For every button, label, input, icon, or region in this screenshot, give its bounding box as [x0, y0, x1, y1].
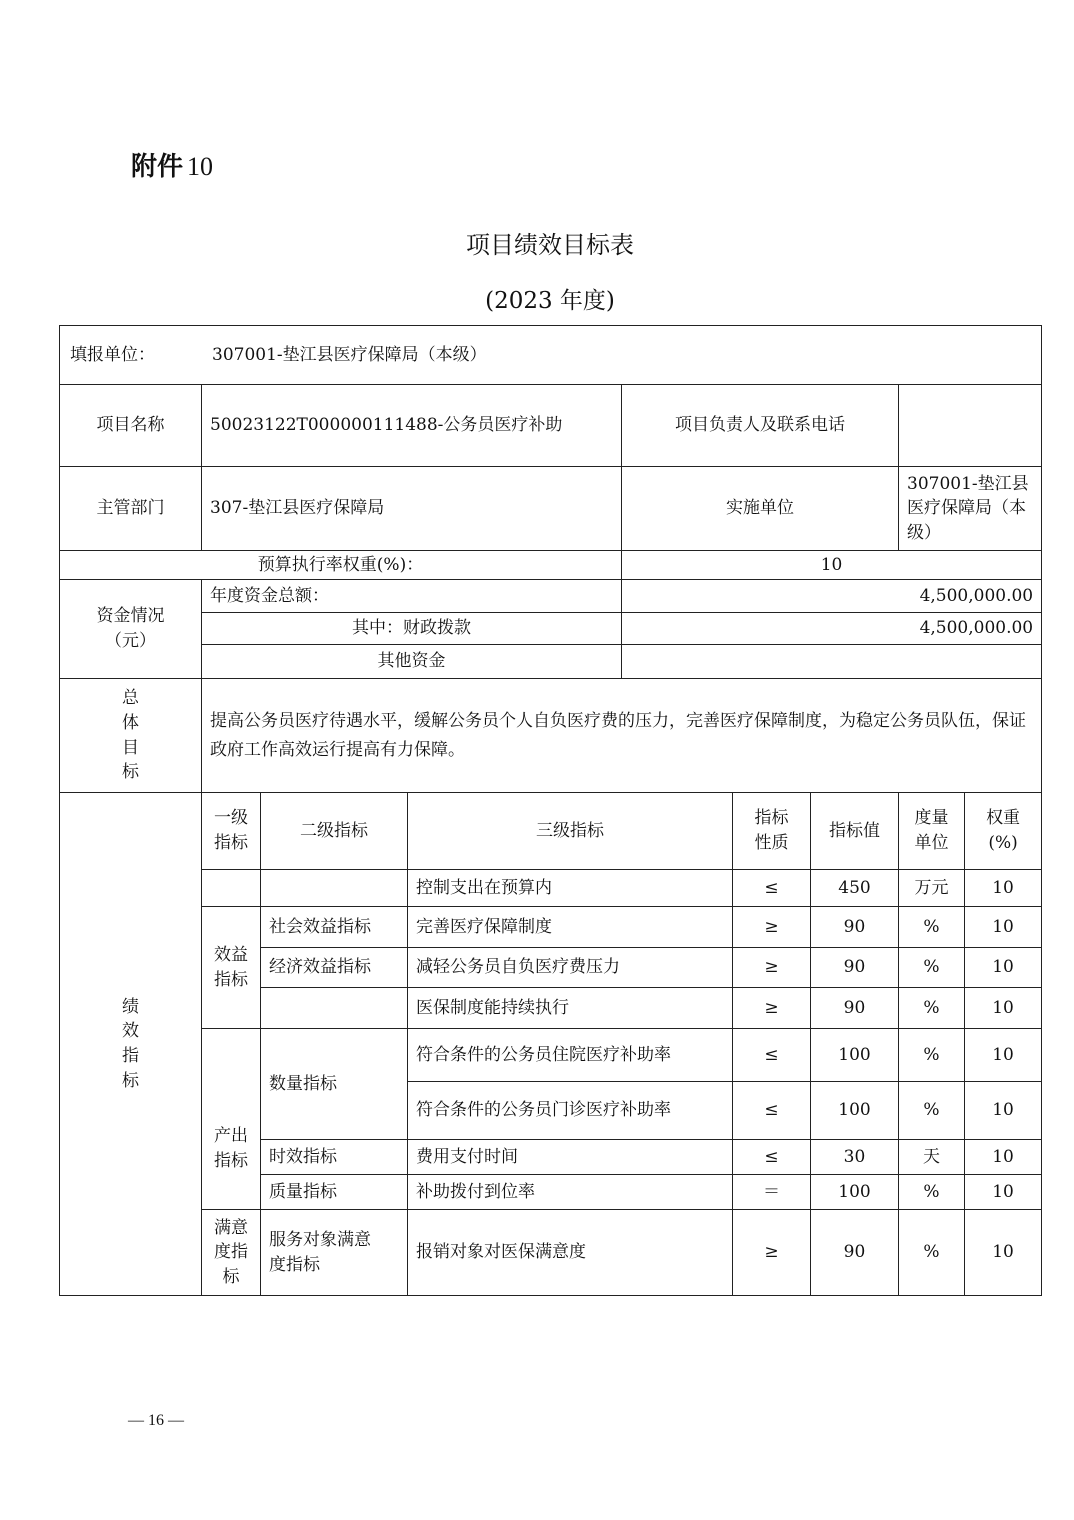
- row-weight: 10: [965, 1082, 1042, 1140]
- overall-goal-label: [60, 679, 202, 793]
- header-level2: 二级指标: [261, 793, 408, 870]
- row-unit: %: [899, 948, 965, 988]
- table-row: [60, 870, 1042, 907]
- filing-unit-value: 307001-垫江县医疗保障局（本级）: [212, 344, 487, 365]
- header-nature: [733, 793, 811, 870]
- goal-char: 目: [122, 737, 139, 758]
- level2-quantity: 数量指标: [261, 1029, 408, 1140]
- header-nature-line: 性质: [754, 833, 789, 853]
- group-label-line: 指标: [214, 1151, 248, 1171]
- perf-char: 绩: [122, 996, 139, 1017]
- group-label-line: 产出: [214, 1126, 248, 1147]
- row-unit: %: [899, 1210, 965, 1296]
- table-row: [60, 1029, 1042, 1082]
- row-weight: 10: [965, 1029, 1042, 1082]
- perf-char: 效: [122, 1021, 139, 1042]
- row-weight: 10: [965, 988, 1042, 1029]
- group-satisfaction-label: [202, 1210, 261, 1296]
- level2-social: 社会效益指标: [261, 907, 408, 948]
- row-weight: 10: [965, 1175, 1042, 1210]
- row-unit: 万元: [899, 870, 965, 907]
- group-label-line: 标: [222, 1266, 240, 1287]
- group-benefit-label: [202, 907, 261, 1029]
- row-value: 450: [811, 870, 899, 907]
- empty-level1-cell: [202, 870, 261, 907]
- group-label-line: 指标: [214, 969, 248, 990]
- fiscal-label: 其中：财政拨款: [202, 613, 622, 645]
- row-value: 30: [811, 1140, 899, 1175]
- row-value: 100: [811, 1029, 899, 1082]
- funds-label-line1: 资金情况: [96, 606, 165, 627]
- impl-value: 307001-垫江县医疗保障局（本级）: [899, 467, 1042, 551]
- overall-goal-text: 提高公务员医疗待遇水平，缓解公务员个人自负医疗费的压力，完善医疗保障制度，为稳定公务员队伍，保证政府工作高效运行提高有力保障。: [202, 679, 1042, 793]
- row-unit: %: [899, 1175, 965, 1210]
- row-weight: 10: [965, 1140, 1042, 1175]
- header-weight-line: (%): [988, 833, 1018, 853]
- page-title: 项目绩效目标表: [466, 231, 634, 259]
- row-level3: 报销对象对医保满意度: [408, 1210, 733, 1296]
- goal-char: 体: [122, 712, 139, 733]
- perf-char: 标: [122, 1070, 139, 1091]
- budget-rate-value: 10: [622, 551, 1042, 580]
- row-value: 90: [811, 907, 899, 948]
- header-unit: [899, 793, 965, 870]
- performance-table: [59, 325, 1042, 1296]
- attachment-label: [131, 146, 213, 183]
- group-output-label: [202, 1029, 261, 1210]
- row-value: 90: [811, 1210, 899, 1296]
- row-level3: 完善医疗保障制度: [408, 907, 733, 948]
- page-subtitle: (2023 年度): [485, 288, 615, 314]
- level2-quality: 质量指标: [261, 1175, 408, 1210]
- group-label-line: 效益: [214, 944, 248, 965]
- impl-label: 实施单位: [622, 467, 899, 551]
- header-nature-line: 指标: [754, 808, 789, 829]
- filing-unit-cell: [60, 326, 1042, 385]
- row-value: 90: [811, 988, 899, 1029]
- level2-economic: 经济效益指标: [261, 948, 408, 988]
- header-value: 指标值: [811, 793, 899, 870]
- page-number: — 16 —: [128, 1412, 184, 1429]
- row-level3: 减轻公务员自负医疗费压力: [408, 948, 733, 988]
- attachment-word: 附件: [131, 152, 184, 182]
- annual-total-value: 4,500,000.00: [622, 580, 1042, 613]
- level2-service-line: 度指标: [269, 1254, 320, 1275]
- header-level1-line: 指标: [214, 833, 248, 853]
- funds-label: [60, 580, 202, 679]
- row-unit: %: [899, 1082, 965, 1140]
- dept-label: 主管部门: [60, 467, 202, 551]
- row-value: 90: [811, 948, 899, 988]
- dept-value: 307-垫江县医疗保障局: [202, 467, 622, 551]
- row-value: 100: [811, 1175, 899, 1210]
- row-nature: ≤: [733, 1082, 811, 1140]
- contact-value: [899, 385, 1042, 467]
- empty-level2-cell: [261, 870, 408, 907]
- filing-unit-label: 填报单位：: [70, 344, 155, 365]
- row-nature: ≥: [733, 988, 811, 1029]
- row-weight: 10: [965, 948, 1042, 988]
- row-nature: ≥: [733, 948, 811, 988]
- group-label-line: 度指: [214, 1242, 248, 1263]
- row-value: 100: [811, 1082, 899, 1140]
- other-funds-value: [622, 645, 1042, 679]
- row-nature: ＝: [733, 1175, 811, 1210]
- group-label-line: 满意: [214, 1217, 248, 1238]
- empty-level2-cell: [261, 988, 408, 1029]
- perf-char: 指: [122, 1046, 139, 1066]
- header-weight-line: 权重: [986, 808, 1021, 829]
- table-row: [60, 1210, 1042, 1296]
- performance-indicator-label: [60, 793, 202, 1296]
- row-level3: 控制支出在预算内: [408, 870, 733, 907]
- row-unit: %: [899, 988, 965, 1029]
- row-weight: 10: [965, 1210, 1042, 1296]
- level2-timeliness: 时效指标: [261, 1140, 408, 1175]
- row-weight: 10: [965, 907, 1042, 948]
- row-level3: 补助拨付到位率: [408, 1175, 733, 1210]
- row-unit: 天: [899, 1140, 965, 1175]
- row-level3: 费用支付时间: [408, 1140, 733, 1175]
- level2-service-line: 服务对象满意: [269, 1229, 371, 1250]
- header-unit-line: 度量: [914, 808, 949, 829]
- other-funds-label: 其他资金: [202, 645, 622, 679]
- goal-char: 总: [122, 688, 139, 709]
- fiscal-value: 4,500,000.00: [622, 613, 1042, 645]
- annual-total-label: 年度资金总额：: [202, 580, 622, 613]
- contact-label: 项目负责人及联系电话: [622, 385, 899, 467]
- attachment-number: 10: [187, 152, 214, 181]
- header-unit-line: 单位: [914, 833, 949, 853]
- row-nature: ≤: [733, 1140, 811, 1175]
- row-unit: %: [899, 1029, 965, 1082]
- project-name-label: 项目名称: [60, 385, 202, 467]
- row-unit: %: [899, 907, 965, 948]
- row-level3: 符合条件的公务员门诊医疗补助率: [408, 1082, 733, 1140]
- goal-char: 标: [122, 762, 139, 783]
- row-nature: ≤: [733, 870, 811, 907]
- header-weight: [965, 793, 1042, 870]
- row-level3: 符合条件的公务员住院医疗补助率: [408, 1029, 733, 1082]
- table-row: [60, 907, 1042, 948]
- row-nature: ≤: [733, 1029, 811, 1082]
- project-name-value: 50023122T000000111488-公务员医疗补助: [202, 385, 622, 467]
- funds-label-line2: （元）: [105, 631, 156, 651]
- row-level3: 医保制度能持续执行: [408, 988, 733, 1029]
- header-level1-line: 一级: [214, 808, 248, 829]
- row-weight: 10: [965, 870, 1042, 907]
- row-nature: ≥: [733, 907, 811, 948]
- header-level1: [202, 793, 261, 870]
- row-nature: ≥: [733, 1210, 811, 1296]
- header-level3: 三级指标: [408, 793, 733, 870]
- budget-rate-label: 预算执行率权重(%)：: [60, 551, 622, 580]
- level2-service: [261, 1210, 408, 1296]
